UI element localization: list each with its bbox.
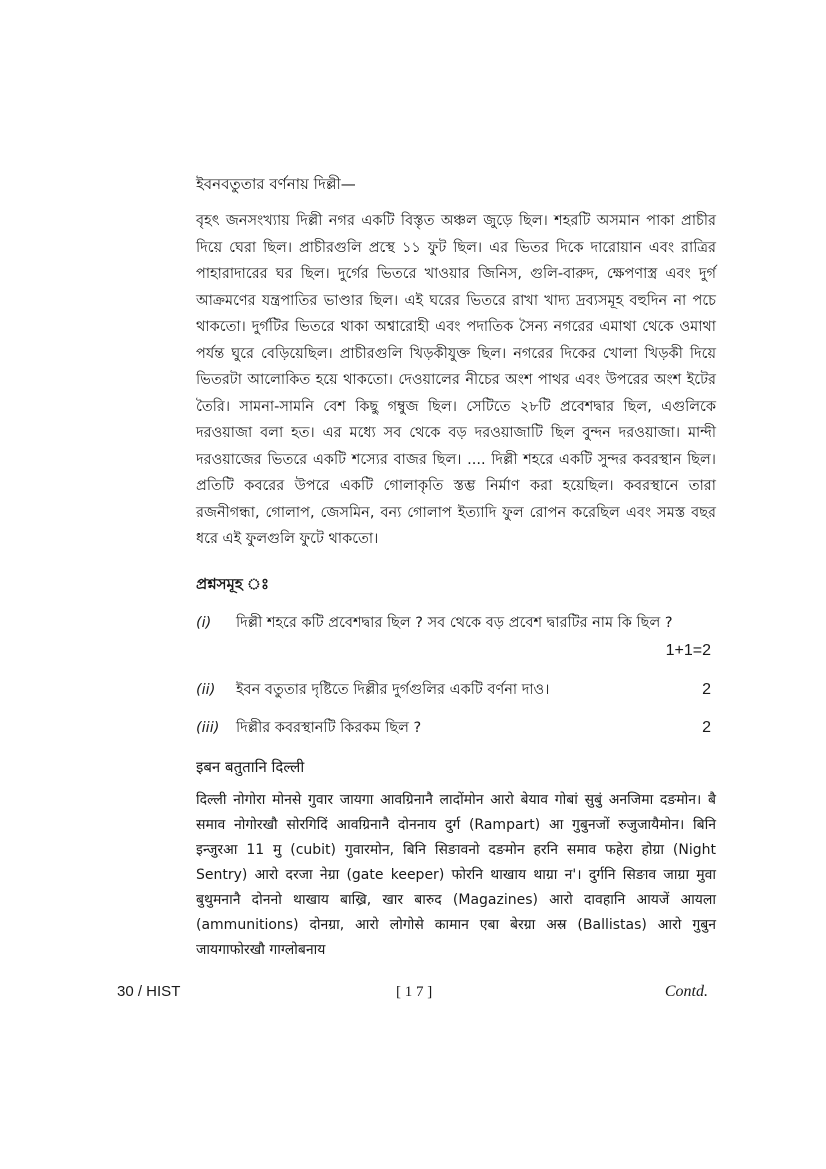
question-number: (i) — [196, 615, 212, 631]
question-item — [196, 718, 711, 738]
question-number: (iii) — [196, 720, 220, 736]
question-item — [196, 680, 711, 700]
question-text: দিল্লীর কবরস্থানটি কিরকম ছিল ? — [236, 720, 422, 736]
bodo-passage: दिल्ली नोगोरा मोनसे गुवार जायगा आवग्रिनानै लादोंमोन आरो बेयाव गोबां सुबुं अनजिमा दङमोन। बै समाव नोगोरखौ सोरगिदिं आवग्रिनानै दोननाय दुर्ग (Rampart) आ गुबुनजों रुजुजायैमोन। बिनि इन्जुरआ 11 मु (cubit) गुवारमोन, बिनि सिङावनो दङमोन हरनि समाव फहेरा होग्रा (Night Sentry) आरो दरजा नेग्रा (gate keeper) फोरनि थाखाय थाग्रा न'। दुर्गनि सिङाव जाग्रा मुवा बुथुमनानै दोननो थाखाय बाख्रि, खार बारुद (Magazines) आरो दावहानि आयजें आयला (ammunitions) दोनग्रा, आरो लोगोसे कामान एबा बेरग्रा अस्र (Ballistas) आरो गुबुन जायगाफोरखौ गाग्लोबनाय — [196, 792, 716, 958]
paper-code: 30 / HIST — [117, 983, 181, 1000]
bengali-passage-heading: ইবনবতুতার বর্ণনায় দিল্লী— — [196, 175, 356, 193]
page-number: [ 1 7 ] — [396, 984, 433, 1000]
question-item — [196, 613, 711, 657]
question-text: ইবন বতুতার দৃষ্টিতে দিল্লীর দুর্গগুলির একটি বর্ণনা দাও। — [236, 682, 550, 698]
question-marks: 2 — [702, 719, 711, 736]
question-marks: 2 — [702, 681, 711, 698]
question-text: দিল্লী শহরে কটি প্রবেশদ্বার ছিল ? সব থেকে বড় প্রবেশ দ্বারটির নাম কি ছিল ? — [236, 615, 673, 631]
questions-heading: প্রশ্নসমূহ ঃ — [196, 575, 269, 593]
question-marks: 1+1=2 — [665, 642, 711, 659]
bengali-passage: বৃহৎ জনসংখ্যায় দিল্লী নগর একটি বিস্তৃত অঞ্চল জুড়ে ছিল। শহরটি অসমান পাকা প্রাচীর দিয়ে ঘেরা ছিল। প্রাচীরগুলি প্রস্থে ১১ ফুট ছিল। এর ভিতর দিকে দারোয়ান এবং রাত্রির পাহারাদারের ঘর ছিল। দুর্গের ভিতরে খাওয়ার জিনিস, গুলি-বারুদ, ক্ষেপণাস্ত্র এবং দুর্গ আক্রমণের যন্ত্রপাতির ভাণ্ডার ছিল। এই ঘরের ভিতরে রাখা খাদ্য দ্রব্যসমূহ বহুদিন না পচে থাকতো। দুর্গটির ভিতরে থাকা অশ্বারোহী এবং পদাতিক সৈন্য নগরের এমাথা থেকে ওমাথা পর্যন্ত ঘুরে বেড়িয়েছিল। প্রাচীরগুলি খিড়কীযুক্ত ছিল। নগরের দিকের খোলা খিড়কী দিয়ে ভিতরটা আলোকিত হয়ে থাকতো। দেওয়ালের নীচের অংশ পাথর এবং উপরের অংশ ইটের তৈরি। সামনা-সামনি বেশ কিছু গম্বুজ ছিল। সেটিতে ২৮টি প্রবেশদ্বার ছিল, এগুলিকে দরওয়াজা বলা হত। এর মধ্যে সব থেকে বড় দরওয়াজাটি ছিল বুন্দন দরওয়াজা। মান্দী দরওয়াজের ভিতরে একটি শস্যের বাজর ছিল। .... দিল্লী শহরে একটি সুন্দর কবরস্থান ছিল। প্রতিটি কবরের উপরে একটি গোলাকৃতি স্তম্ভ নির্মাণ করা হয়েছিল। কবরস্থানে তারা রজনীগন্ধা, গোলাপ, জেসমিন, বন্য গোলাপ ইত্যাদি ফুল রোপন করেছিল এবং সমস্ত বছর ধরে এই ফুলগুলি ফুটে থাকতো। — [196, 213, 716, 547]
continued-label: Contd. — [664, 983, 708, 1000]
bodo-passage-heading: इबन बतुतानि दिल्ली — [196, 758, 305, 776]
question-number: (ii) — [196, 682, 216, 698]
